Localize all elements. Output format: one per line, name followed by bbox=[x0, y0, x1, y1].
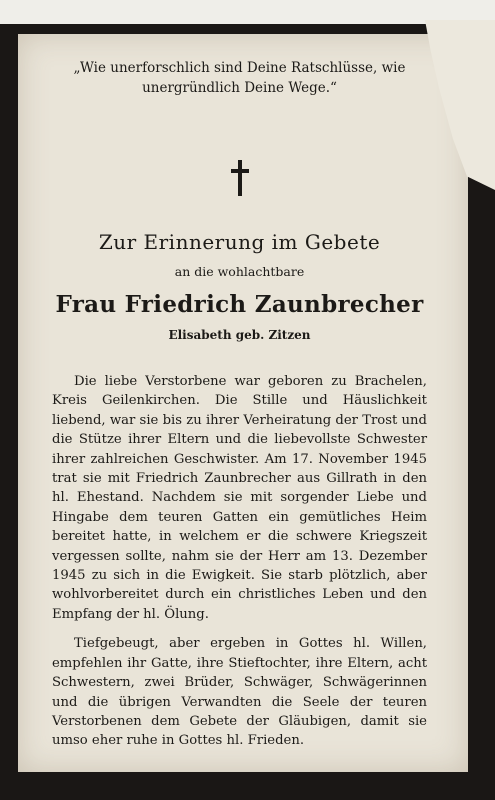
latin-cross-icon bbox=[230, 160, 250, 196]
memorial-heading: Zur Erinnerung im Gebete bbox=[98, 230, 381, 254]
card-text bbox=[52, 58, 427, 761]
memorial-subheading: an die wohlachtbare bbox=[174, 264, 305, 279]
paragraph-mourners: Tiefgebeugt, aber ergeben in Gottes hl. Willen, empfehlen ihr Gatte, ihre Stieftochter, ihre Eltern, acht Schwestern, zwei Brüder, Schwäger, Schwägerinnen und die übrigen Verwandten die Seele der teuren Verstorbenen dem Gebete der Gläubigen, damit sie umso eher ruhe in Gottes hl. Frieden. bbox=[52, 636, 427, 749]
deceased-name: Frau Friedrich Zaunbrecher bbox=[55, 291, 424, 318]
paragraph-life: Die liebe Verstorbene war geboren zu Brachelen, Kreis Geilenkirchen. Die Stille und Häuslichkeit liebend, war sie bis zu ihrer Verheiratung der Trost und die Stütze ihrer Eltern und die liebevollste Schwester ihrer zahlreichen Geschwister. Am 17. November 1945 trat sie mit Friedrich Zaunbrecher aus Gillrath in den hl. Ehestand. Nachdem sie mit sorgender Liebe und Hingabe dem teuren Gatten ein gemütliches Heim bereitet hatte, in welchem er die schwere Kriegszeit vergessen sollte, nahm sie der Herr am 13. Dezember 1945 zu sich in die Ewigkeit. Sie starb plötzlich, aber wohlvorbereitet durch ein christliches Leben und den Empfang der hl. Ölung. bbox=[52, 374, 427, 622]
maiden-name: Elisabeth geb. Zitzen bbox=[168, 328, 311, 342]
bible-quote: „Wie unerforschlich sind Deine Ratschlüsse, wie unergründlich Deine Wege.“ bbox=[73, 60, 406, 96]
memorial-text bbox=[52, 372, 427, 751]
card-top-edge bbox=[0, 0, 495, 24]
